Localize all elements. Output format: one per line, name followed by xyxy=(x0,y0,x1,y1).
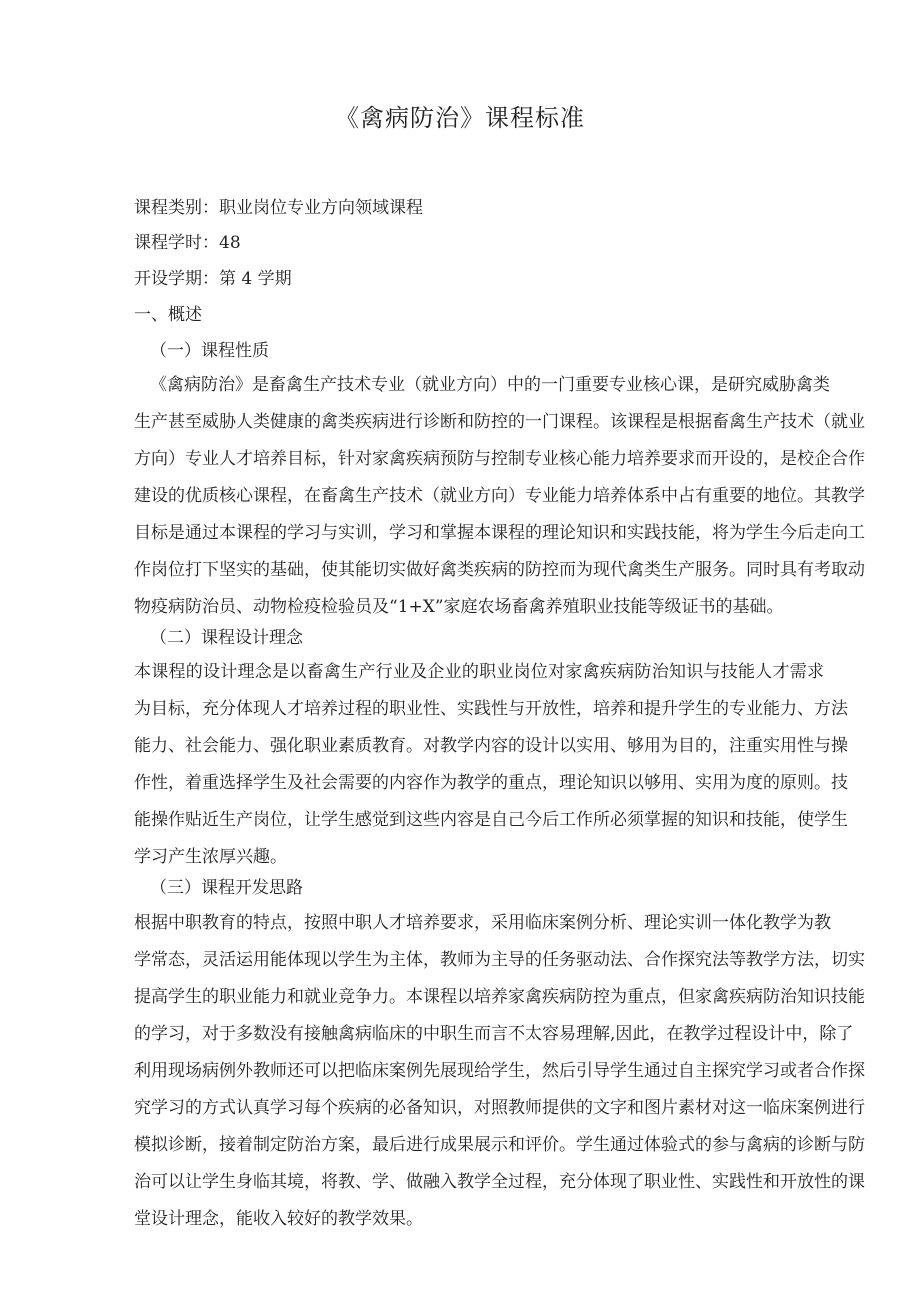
subsection-heading-development: （三）课程开发思路 xyxy=(150,878,303,898)
subsection-heading-nature: （一）课程性质 xyxy=(150,341,269,361)
paragraph-line: 根据中职教育的特点，按照中职人才培养要求，采用临床案例分析、理论实训一体化教学为教 xyxy=(134,913,831,933)
paragraph-course-nature xyxy=(134,367,865,626)
course-category: 课程类别：职业岗位专业方向领域课程 xyxy=(134,198,423,218)
paragraph-line: 作性，着重选择学生及社会需要的内容作为教学的重点，理论知识以够用、实用为度的原则。技 xyxy=(134,773,848,793)
paragraph-line: 学习产生浓厚兴趣。 xyxy=(134,847,287,867)
paragraph-design-concept xyxy=(134,654,848,876)
paragraph-line: 生产甚至威胁人类健康的禽类疾病进行诊断和防控的一门课程。该课程是根据畜禽生产技术（就业 xyxy=(134,412,865,432)
paragraph-line: 能操作贴近生产岗位，让学生感觉到这些内容是自己今后工作所必须掌握的知识和技能，使学生 xyxy=(134,810,848,830)
paragraph-line: 堂设计理念，能收入较好的教学效果。 xyxy=(134,1209,423,1229)
paragraph-line: 究学习的方式认真学习每个疾病的必备知识，对照教师提供的文字和图片素材对这一临床案例进行 xyxy=(134,1098,865,1118)
paragraph-line: 物疫病防治员、动物检疫检验员及“1+X”家庭农场畜禽养殖职业技能等级证书的基础。 xyxy=(134,597,784,617)
paragraph-line: 提高学生的职业能力和就业竞争力。本课程以培养家禽疾病防控为重点，但家禽疾病防治知识技能 xyxy=(134,987,865,1007)
paragraph-line: 学常态，灵活运用能体现以学生为主体，教师为主导的任务驱动法、合作探究法等教学方法，切实 xyxy=(134,950,865,970)
paragraph-line: 的学习，对于多数没有接触禽病临床的中职生而言不太容易理解,因此，在教学过程设计中，除了 xyxy=(134,1024,854,1044)
paragraph-line: 治可以让学生身临其境，将教、学、做融入教学全过程，充分体现了职业性、实践性和开放性的课 xyxy=(134,1172,865,1192)
course-hours: 课程学时：48 xyxy=(134,233,241,253)
paragraph-line: 能力、社会能力、强化职业素质教育。对教学内容的设计以实用、够用为目的，注重实用性与操 xyxy=(134,736,848,756)
paragraph-line: 《禽病防治》是畜禽生产技术专业（就业方向）中的一门重要专业核心课，是研究威胁禽类 xyxy=(150,375,830,395)
paragraph-line: 建设的优质核心课程，在畜禽生产技术（就业方向）专业能力培养体系中占有重要的地位。其教学 xyxy=(134,486,865,506)
paragraph-line: 作岗位打下坚实的基础，使其能切实做好禽类疾病的防控而为现代禽类生产服务。同时具有考取动 xyxy=(134,560,865,580)
paragraph-line: 为目标，充分体现人才培养过程的职业性、实践性与开放性，培养和提升学生的专业能力、方法 xyxy=(134,699,848,719)
paragraph-development xyxy=(134,905,865,1238)
paragraph-line: 目标是通过本课程的学习与实训，学习和掌握本课程的理论知识和实践技能，将为学生今后走向工 xyxy=(134,523,865,543)
section-heading-overview: 一、概述 xyxy=(134,305,202,325)
paragraph-line: 模拟诊断，接着制定防治方案，最后进行成果展示和评价。学生通过体验式的参与禽病的诊断与防 xyxy=(134,1135,865,1155)
course-semester: 开设学期：第 4 学期 xyxy=(134,269,292,289)
paragraph-line: 利用现场病例外教师还可以把临床案例先展现给学生，然后引导学生通过自主探究学习或者合作探 xyxy=(134,1061,865,1081)
subsection-heading-design-concept: （二）课程设计理念 xyxy=(150,628,303,648)
paragraph-line: 方向）专业人才培养目标，针对家禽疾病预防与控制专业核心能力培养要求而开设的，是校企合作 xyxy=(134,449,865,469)
document-title: 《禽病防治》课程标准 xyxy=(335,104,585,132)
paragraph-line: 本课程的设计理念是以畜禽生产行业及企业的职业岗位对家禽疾病防治知识与技能人才需求 xyxy=(134,662,824,682)
